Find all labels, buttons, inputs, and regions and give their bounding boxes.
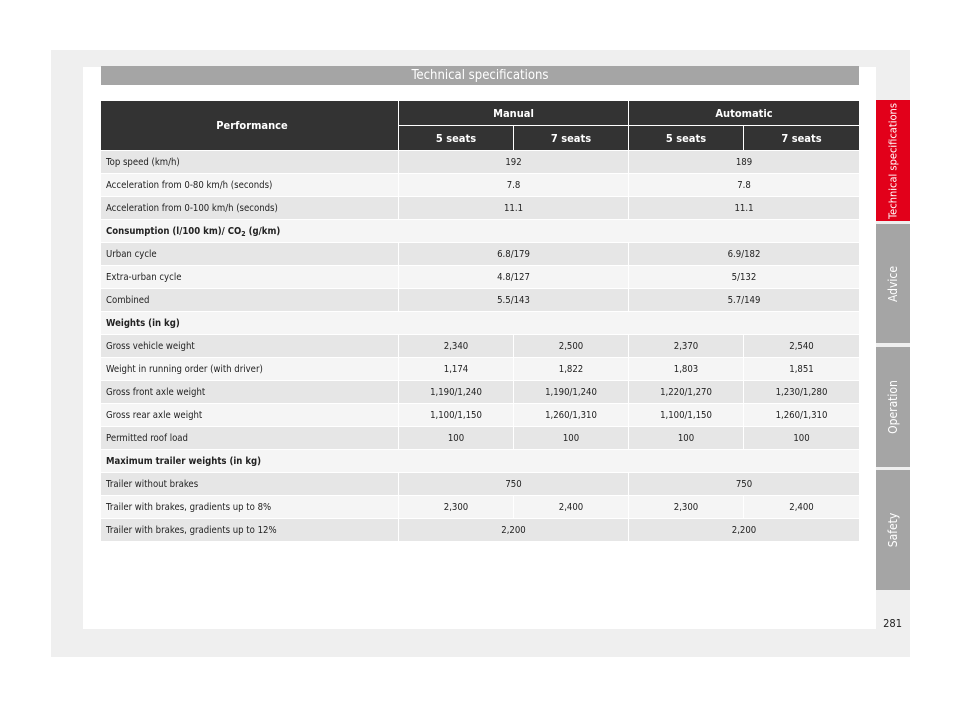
automatic-value: 11.1 [629,197,859,220]
automatic-7-value: 1,230/1,280 [744,381,859,404]
row-label: Weight in running order (with driver) [101,358,399,381]
manual-value: 2,200 [399,519,629,542]
section-row-weights [101,312,859,335]
table-row [101,404,859,427]
automatic-value: 5/132 [629,266,859,289]
row-label: Gross rear axle weight [101,404,399,427]
manual-7-value: 2,400 [514,496,629,519]
tab-label: Technical specifications [886,102,900,219]
weights-section-label: Weights (in kg) [101,312,859,335]
manual-7-seats-header: 7 seats [514,126,629,151]
consumption-suffix: (g/km) [245,225,281,237]
manual-7-value: 1,822 [514,358,629,381]
manual-5-seats-header: 5 seats [399,126,514,151]
manual-value: 6.8/179 [399,243,629,266]
row-label: Combined [101,289,399,312]
manual-value: 5.5/143 [399,289,629,312]
manual-5-value: 2,300 [399,496,514,519]
table-row [101,519,859,542]
automatic-7-value: 2,400 [744,496,859,519]
manual-5-value: 100 [399,427,514,450]
automatic-5-value: 2,300 [629,496,744,519]
manual-7-value: 2,500 [514,335,629,358]
tab-safety[interactable] [876,470,910,590]
automatic-value: 6.9/182 [629,243,859,266]
table-header-row [101,101,859,126]
manual-value: 7.8 [399,174,629,197]
table-row [101,496,859,519]
manual-header: Manual [399,101,629,126]
tab-label: Operation [886,380,900,434]
row-label: Trailer with brakes, gradients up to 12% [101,519,399,542]
automatic-5-value: 1,803 [629,358,744,381]
manual-7-value: 1,260/1,310 [514,404,629,427]
table-row [101,335,859,358]
tab-label: Advice [886,265,900,302]
row-label: Acceleration from 0-100 km/h (seconds) [101,197,399,220]
table-row [101,473,859,496]
table-row [101,151,859,174]
automatic-5-value: 2,370 [629,335,744,358]
consumption-section-label [101,220,859,243]
manual-value: 4.8/127 [399,266,629,289]
row-label: Extra-urban cycle [101,266,399,289]
table-row [101,266,859,289]
automatic-5-seats-header: 5 seats [629,126,744,151]
tab-label: Safety [886,512,900,548]
automatic-value: 750 [629,473,859,496]
automatic-7-seats-header: 7 seats [744,126,859,151]
row-label: Trailer with brakes, gradients up to 8% [101,496,399,519]
trailer-section-label: Maximum trailer weights (in kg) [101,450,859,473]
table-row [101,174,859,197]
table-row [101,427,859,450]
automatic-value: 189 [629,151,859,174]
row-label: Top speed (km/h) [101,151,399,174]
row-label: Trailer without brakes [101,473,399,496]
manual-value: 11.1 [399,197,629,220]
manual-value: 192 [399,151,629,174]
manual-5-value: 1,174 [399,358,514,381]
tab-advice[interactable] [876,224,910,343]
co2-subscript: 2 [241,229,246,238]
manual-7-value: 1,190/1,240 [514,381,629,404]
automatic-5-value: 1,100/1,150 [629,404,744,427]
manual-value: 750 [399,473,629,496]
automatic-5-value: 1,220/1,270 [629,381,744,404]
performance-header: Performance [101,101,399,151]
automatic-value: 7.8 [629,174,859,197]
automatic-value: 5.7/149 [629,289,859,312]
manual-5-value: 1,190/1,240 [399,381,514,404]
manual-7-value: 100 [514,427,629,450]
section-title: Technical specifications [101,66,859,85]
table-row [101,289,859,312]
automatic-header: Automatic [629,101,859,126]
row-label: Permitted roof load [101,427,399,450]
section-row-consumption [101,220,859,243]
automatic-7-value: 1,260/1,310 [744,404,859,427]
manual-5-value: 2,340 [399,335,514,358]
row-label: Gross vehicle weight [101,335,399,358]
manual-5-value: 1,100/1,150 [399,404,514,427]
tab-technical-specifications[interactable] [876,100,910,221]
tab-operation[interactable] [876,347,910,467]
specifications-table [101,101,859,542]
section-row-trailer [101,450,859,473]
automatic-7-value: 1,851 [744,358,859,381]
table-row [101,197,859,220]
automatic-5-value: 100 [629,427,744,450]
table-row [101,381,859,404]
row-label: Acceleration from 0-80 km/h (seconds) [101,174,399,197]
automatic-7-value: 2,540 [744,335,859,358]
automatic-value: 2,200 [629,519,859,542]
row-label: Gross front axle weight [101,381,399,404]
consumption-prefix: Consumption (l/100 km)/ CO [106,225,242,237]
table-row [101,358,859,381]
page-number: 281 [883,617,902,630]
automatic-7-value: 100 [744,427,859,450]
row-label: Urban cycle [101,243,399,266]
table-row [101,243,859,266]
